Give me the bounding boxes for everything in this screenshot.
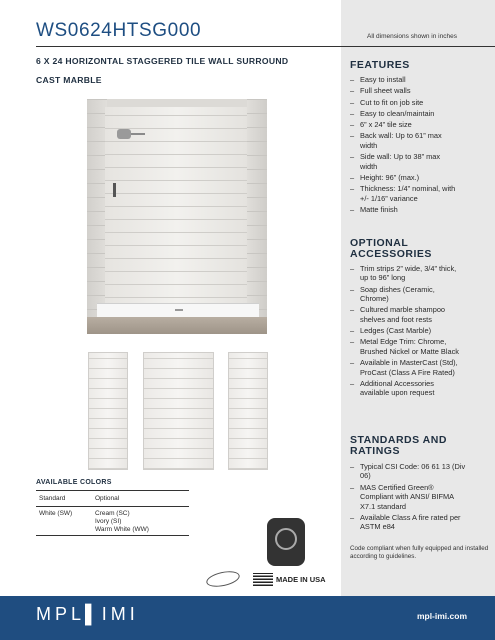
standards-heading: STANDARDS AND RATINGS <box>350 434 447 457</box>
brand-logo: MPL▌IMI <box>36 604 139 624</box>
feature-item: – Height: 96” (max.) <box>350 173 490 182</box>
available-colors-table <box>36 490 189 537</box>
optional-accessories-heading: OPTIONAL ACCESSORIES <box>350 237 432 260</box>
shower-surround-photo <box>87 99 267 334</box>
accessory-item: – Ledges (Cast Marble) <box>350 326 490 335</box>
colors-table-header <box>36 491 189 507</box>
dimensions-note: All dimensions shown in inches <box>367 33 457 40</box>
standards-list <box>350 462 490 534</box>
left-panel-thumbnail <box>88 352 128 470</box>
title-divider <box>36 46 495 47</box>
colors-table-divider <box>36 535 189 536</box>
feature-item: – Back wall: Up to 61” max width <box>350 131 450 150</box>
feature-item: – Side wall: Up to 38” max width <box>350 152 450 171</box>
website-link[interactable]: mpl-imi.com <box>416 611 467 621</box>
feature-item: – Easy to clean/maintain <box>350 109 490 118</box>
feature-item: – Full sheet walls <box>350 86 490 95</box>
optional-color: Ivory (SI) <box>95 518 122 525</box>
features-list <box>350 75 490 216</box>
optional-colors <box>95 510 189 534</box>
optional-column-header: Optional <box>95 495 120 502</box>
certification-badge-icon <box>267 518 305 566</box>
accessory-item: – Soap dishes (Ceramic, Chrome) <box>350 285 460 304</box>
made-in-usa-label: MADE IN USA <box>276 575 326 584</box>
shower-head-icon <box>117 129 131 139</box>
product-subtitle: 6 X 24 HORIZONTAL STAGGERED TILE WALL SURROUND <box>36 56 289 66</box>
feature-item: – 6” x 24” tile size <box>350 120 490 129</box>
accessories-list <box>350 264 490 400</box>
available-colors-heading: AVAILABLE COLORS <box>36 479 112 486</box>
compliance-note: Code compliant when fully equipped and installed according to guidelines. <box>350 545 489 560</box>
product-material: CAST MARBLE <box>36 75 102 85</box>
accessory-item: – Metal Edge Trim: Chrome, Brushed Nickel or Matte Black <box>350 337 475 356</box>
feature-item: – Easy to install <box>350 75 490 84</box>
feature-item: – Cut to fit on job site <box>350 98 490 107</box>
accessory-item: – Trim strips 2” wide, 3/4” thick, up to 96” long <box>350 264 460 283</box>
floor <box>87 317 267 334</box>
left-side-wall <box>87 99 107 324</box>
standard-color: White (SW) <box>39 510 73 517</box>
optional-color: Warm White (WW) <box>95 526 149 533</box>
right-panel-thumbnail <box>228 352 268 470</box>
cultured-marble-logo-icon <box>205 569 241 590</box>
feature-item: – Matte finish <box>350 205 490 214</box>
shower-valve-icon <box>113 183 116 197</box>
standard-item: – MAS Certified Green® Compliant with ANSI/ BIFMA X7.1 standard <box>350 483 468 511</box>
usa-flag-icon <box>253 573 273 586</box>
drain-icon <box>175 309 183 311</box>
accessory-item: – Cultured marble shampoo shelves and foot rests <box>350 305 470 324</box>
model-number-title: WS0624HTSG000 <box>36 20 202 41</box>
right-side-wall <box>247 99 267 324</box>
accessory-item: – Additional Accessories available upon request <box>350 379 460 398</box>
standard-column-header: Standard <box>39 495 66 502</box>
accessory-item: – Available in MasterCast (Std), ProCast (Class A Fire Rated) <box>350 358 485 377</box>
standard-item: – Typical CSI Code: 06 61 13 (Div 06) <box>350 462 470 481</box>
colors-table-row <box>36 507 189 537</box>
back-panel-thumbnail <box>143 352 214 470</box>
features-heading: FEATURES <box>350 59 410 71</box>
standard-item: – Available Class A fire rated per ASTM e84 <box>350 513 468 532</box>
optional-color: Cream (SC) <box>95 510 130 517</box>
feature-item: – Thickness: 1/4” nominal, with +/- 1/16” variance <box>350 184 460 203</box>
